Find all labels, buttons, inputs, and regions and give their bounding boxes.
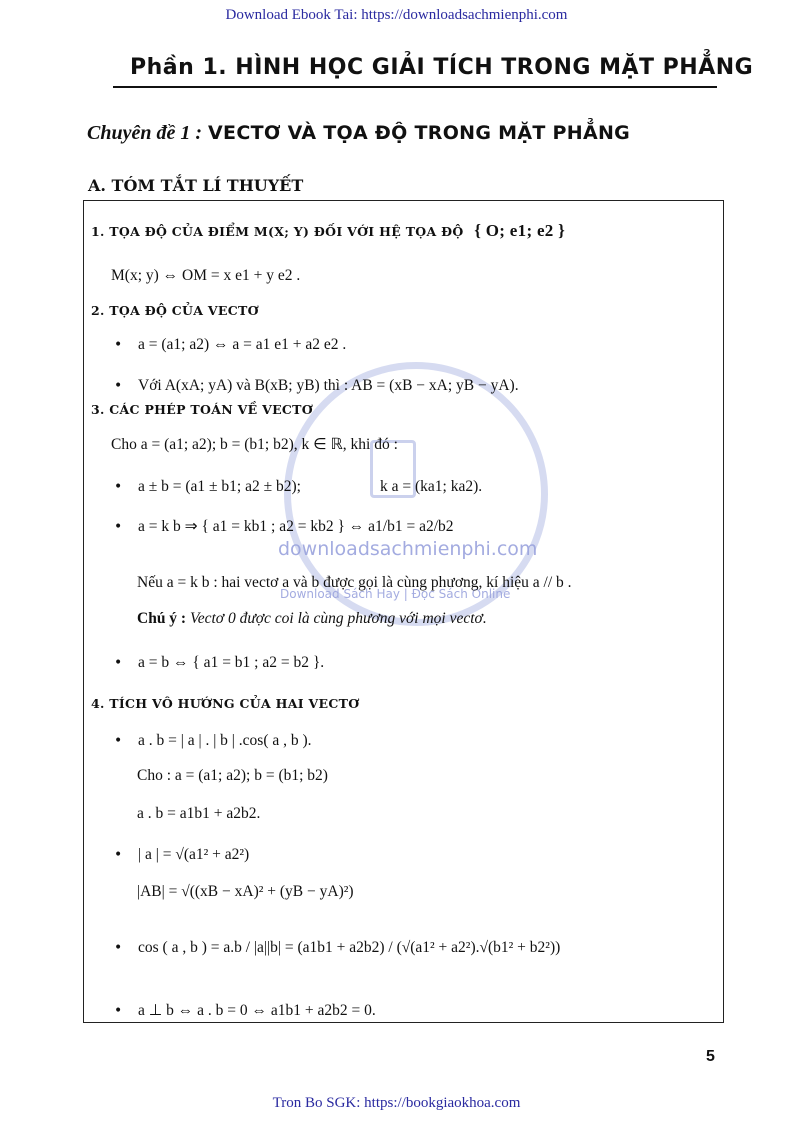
watermark-main-text: downloadsachmienphi.com [278, 538, 538, 560]
bullet-icon: • [114, 1003, 123, 1019]
coordinate-frame: { O; e1; e2 } [474, 221, 566, 240]
bullet-icon: • [114, 655, 123, 671]
bullet-icon: • [114, 733, 123, 749]
bullet-icon: • [114, 519, 123, 535]
topic-4-length-ab: |AB| = √((xB − xA)² + (yB − yA)²) [137, 883, 354, 900]
topic-4-given: Cho : a = (a1; a2); b = (b1; b2) [137, 767, 328, 784]
topic-4-magnitude: | a | = √(a1² + a2²) [138, 846, 250, 863]
topic-2-heading: 2. TỌA ĐỘ CỦA VECTƠ [91, 303, 259, 318]
topic-3-remark: Chú ý : Vectơ 0 được coi là cùng phương với mọi vectơ. [137, 610, 487, 627]
bullet-icon: • [114, 378, 123, 394]
topic-4-heading: 4. TÍCH VÔ HƯỚNG CỦA HAI VECTƠ [91, 696, 360, 711]
topic-3-heading: 3. CÁC PHÉP TOÁN VỀ VECTƠ [91, 402, 313, 417]
chapter-title [87, 122, 630, 145]
topic-3-equal: a = b ⇔ { a1 = b1 ; a2 = b2 }. [138, 654, 325, 671]
bullet-icon: • [114, 940, 123, 956]
page-number: 5 [706, 1048, 715, 1065]
bullet-icon: • [114, 479, 123, 495]
part-title-rule [113, 86, 717, 88]
topic-3-collinear: a = k b ⇒ { a1 = kb1 ; a2 = kb2 } ⇔ a1/b1 = a2/b2 [138, 518, 454, 535]
topic-2-formula-2: Với A(xA; yA) và B(xB; yB) thì : AB = (xB − xA; yB − yA). [138, 377, 519, 394]
topic-1-heading: 1. TỌA ĐỘ CỦA ĐIỂM M(X; Y) ĐỐI VỚI HỆ TỌA ĐỘ { O; e1; e2 } [91, 221, 566, 240]
topic-4-perpendicular: a ⊥ b ⇔ a . b = 0 ⇔ a1b1 + a2b2 = 0. [138, 1002, 376, 1019]
bullet-icon: • [114, 847, 123, 863]
chapter-lead: Chuyên đề 1 : [87, 122, 202, 144]
part-title: Phần 1. HÌNH HỌC GIẢI TÍCH TRONG MẶT PHẲNG [130, 55, 754, 80]
topic-3-scalar: k a = (ka1; ka2). [380, 478, 483, 495]
topic-1-formula: M(x; y) ⇔ OM = x e1 + y e2 . [111, 267, 301, 284]
topic-3-note: Nếu a = k b : hai vectơ a và b được gọi là cùng phương, kí hiệu a // b . [137, 574, 572, 591]
watermark-sub-text: Download Sách Hay | Đọc Sách Online [280, 587, 511, 601]
topic-4-dot-definition: a . b = | a | . | b | .cos( a , b ). [138, 732, 312, 749]
chapter-main-title: VECTƠ VÀ TỌA ĐỘ TRONG MẶT PHẲNG [208, 122, 631, 144]
footer-link[interactable]: Tron Bo SGK: https://bookgiaokhoa.com [272, 1095, 521, 1111]
topic-4-cosine: cos ( a , b ) = a.b / |a||b| = (a1b1 + a2b2) / (√(a1² + a2²).√(b1² + b2²)) [138, 939, 561, 956]
bullet-icon: • [114, 337, 123, 353]
topic-3-intro: Cho a = (a1; a2); b = (b1; b2), k ∈ ℝ, khi đó : [111, 436, 398, 453]
topic-2-formula-1: a = (a1; a2) ⇔ a = a1 e1 + a2 e2 . [138, 336, 347, 353]
header-download-link[interactable]: Download Ebook Tai: https://downloadsachmienphi.com [225, 7, 568, 23]
section-title: A. TÓM TẮT LÍ THUYẾT [88, 176, 304, 195]
topic-3-sum: a ± b = (a1 ± b1; a2 ± b2); [138, 478, 301, 495]
topic-4-dot-coords: a . b = a1b1 + a2b2. [137, 805, 261, 822]
